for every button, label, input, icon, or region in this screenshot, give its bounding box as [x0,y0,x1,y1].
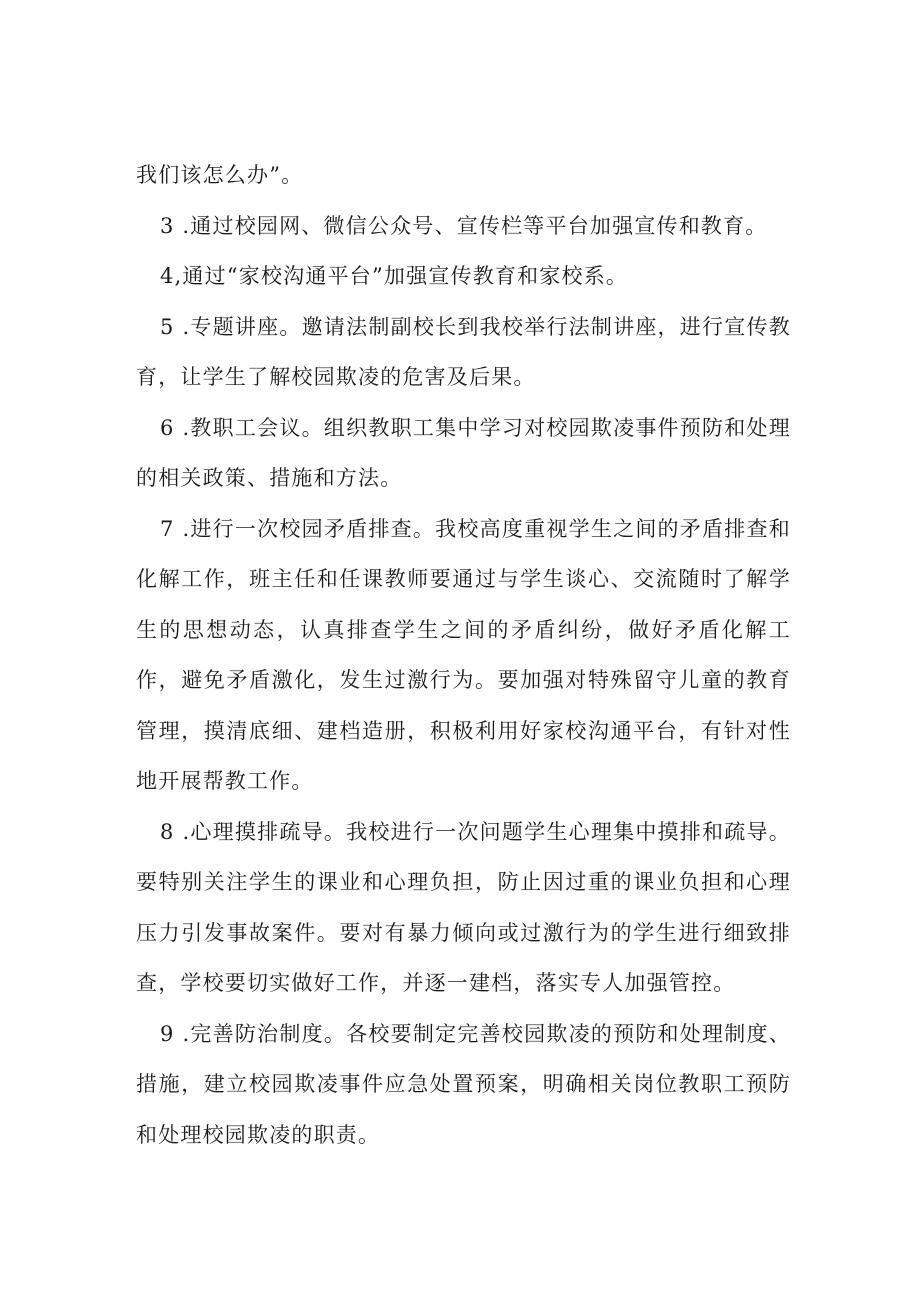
paragraph-item-7: 7 .进行一次校园矛盾排查。我校高度重视学生之间的矛盾排查和化解工作，班主任和任课教师要通过与学生谈心、交流随时了解学生的思想动态，认真排查学生之间的矛盾纠纷，做好矛盾化解工作，避免矛盾激化，发生过激行为。要加强对特殊留守儿童的教育管理，摸清底细、建档造册，积极利用好家校沟通平台，有针对性地开展帮教工作。 [136,516,791,793]
paragraph-item-8: 8 .心理摸排疏导。我校进行一次问题学生心理集中摸排和疏导。要特别关注学生的课业和心理负担，防止因过重的课业负担和心理压力引发事故案件。要对有暴力倾向或过激行为的学生进行细致排查，学校要切实做好工作，并逐一建档，落实专人加强管控。 [136,819,791,995]
paragraph-continuation: 我们该怎么办”。 [136,163,304,187]
document-body [136,150,791,1160]
paragraph-item-6: 6 .教职工会议。组织教职工集中学习对校园欺凌事件预防和处理的相关政策、措施和方法。 [136,415,791,490]
paragraph-item-3: 3 .通过校园网、微信公众号、宣传栏等平台加强宣传和教育。 [160,213,768,238]
paragraph-item-5: 5 .专题讲座。邀请法制副校长到我校举行法制讲座，进行宣传教育，让学生了解校园欺凌的危害及后果。 [136,314,791,389]
paragraph-item-4: 4,通过“家校沟通平台”加强宣传教育和家校系。 [160,264,629,288]
paragraph-item-9: 9 .完善防治制度。各校要制定完善校园欺凌的预防和处理制度、措施，建立校园欺凌事件应急处置预案，明确相关岗位教职工预防和处理校园欺凌的职责。 [136,1021,791,1147]
